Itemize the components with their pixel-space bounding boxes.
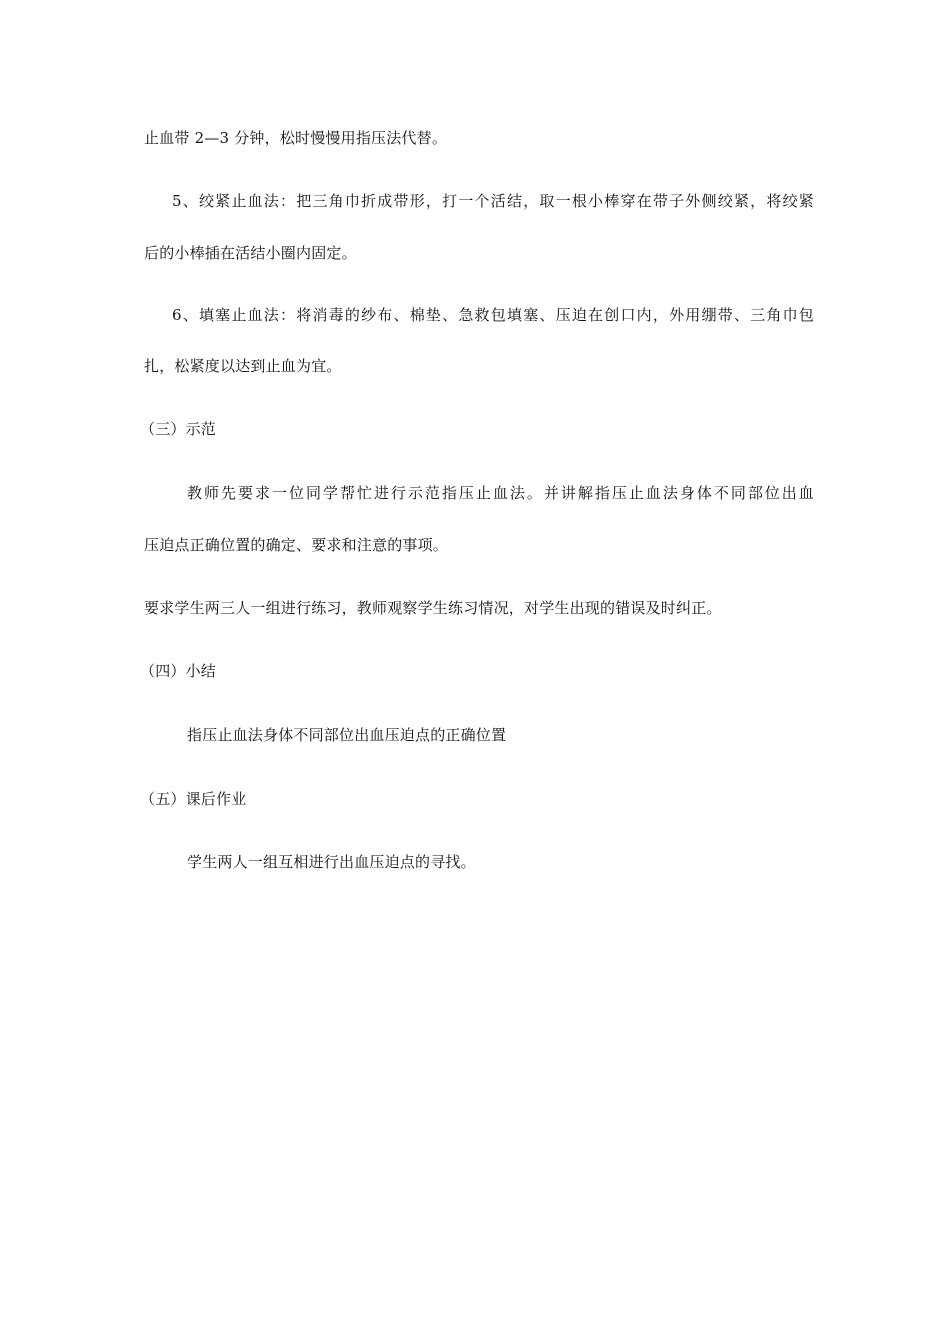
paragraph-line-homework: 学生两人一组互相进行出血压迫点的寻找。 [187,853,476,871]
paragraph-line-packing-method: 6、填塞止血法：将消毒的纱布、棉垫、急救包填塞、压迫在创口内，外用绷带、三角巾包 [172,306,814,324]
paragraph-line-student-practice: 要求学生两三人一组进行练习，教师观察学生练习情况，对学生出现的错误及时纠正。 [144,599,722,617]
paragraph-line-packing-method-cont: 扎，松紧度以达到止血为宜。 [144,357,342,375]
paragraph-line-twist-method-cont: 后的小棒插在活结小圈内固定。 [144,244,357,262]
paragraph-line-tourniquet-end: 止血带 2—3 分钟，松时慢慢用指压法代替。 [144,129,448,147]
paragraph-line-summary: 指压止血法身体不同部位出血压迫点的正确位置 [187,726,507,744]
section-heading-homework: （五）课后作业 [140,790,247,808]
section-heading-demonstration: （三）示范 [140,420,217,438]
section-heading-summary: （四）小结 [140,662,217,680]
paragraph-line-twist-method: 5、绞紧止血法：把三角巾折成带形，打一个活结，取一根小棒穿在带子外侧绞紧，将绞紧 [172,192,814,210]
paragraph-line-teacher-demo-cont: 压迫点正确位置的确定、要求和注意的事项。 [144,536,449,554]
paragraph-line-teacher-demo: 教师先要求一位同学帮忙进行示范指压止血法。并讲解指压止血法身体不同部位出血 [187,484,814,502]
